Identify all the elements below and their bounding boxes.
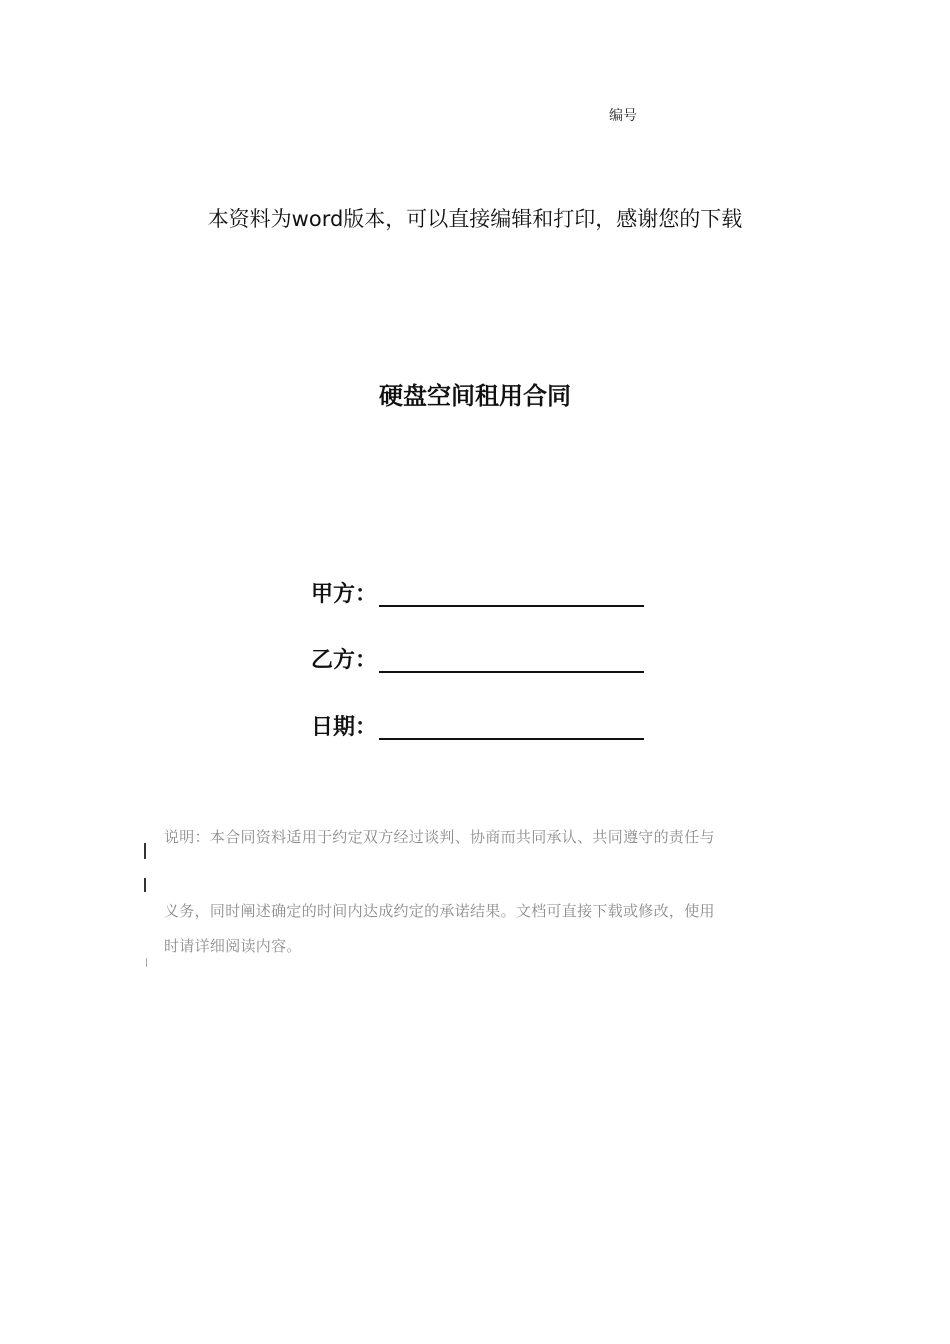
margin-mark — [144, 878, 146, 892]
party-a-label: 甲方： — [311, 582, 378, 607]
date-label: 日期： — [311, 715, 378, 740]
party-a-row — [311, 581, 644, 609]
description-line-1: 说明：本合同资料适用于约定双方经过谈判、协商而共同承认、共同遵守的责任与 — [164, 828, 715, 846]
party-b-label: 乙方： — [311, 648, 378, 673]
description-line-3: 时请详细阅读内容。 — [164, 937, 302, 955]
document-number-label: 编号 — [609, 108, 637, 124]
party-b-fill-line — [379, 671, 644, 673]
party-a-fill-line — [379, 605, 644, 607]
margin-mark — [146, 958, 147, 967]
margin-mark — [144, 843, 146, 859]
contract-title: 硬盘空间租用合同 — [379, 382, 571, 410]
date-fill-line — [379, 738, 644, 740]
party-b-row — [311, 647, 644, 675]
download-notice: 本资料为word版本，可以直接编辑和打印，感谢您的下载 — [207, 207, 743, 231]
date-row — [311, 714, 644, 742]
description-line-2: 义务，同时阐述确定的时间内达成约定的承诺结果。文档可直接下载或修改，使用 — [164, 902, 715, 920]
